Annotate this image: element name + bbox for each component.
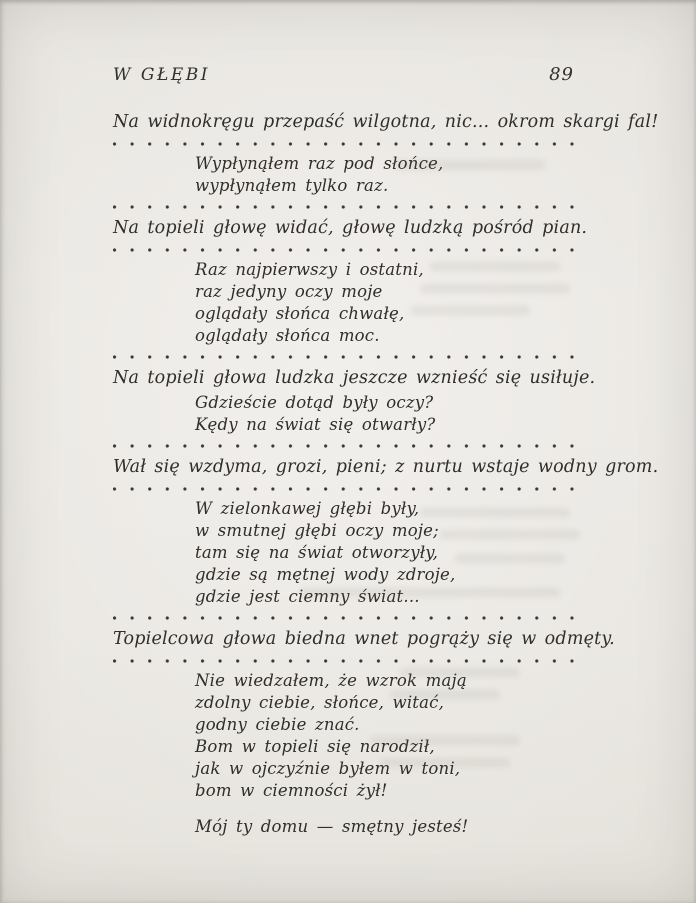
- page-content: [113, 64, 659, 838]
- page-number: 89: [549, 64, 574, 85]
- poem-line: Nie wiedzałem, że wzrok mają: [195, 671, 467, 690]
- poem-line: Bom w topieli się narodził,: [195, 737, 435, 756]
- dot-leader-row: [113, 202, 586, 212]
- poem-line: wypłynąłem tylko raz.: [195, 176, 389, 195]
- poem-line: Wał się wzdyma, grozi, pieni; z nurtu wstaje wodny grom.: [113, 457, 659, 477]
- poem-line: tam się na świat otworzyły,: [195, 543, 439, 562]
- poem-line: oglądały słońca chwałę,: [195, 304, 405, 323]
- poem-line: zdolny ciebie, słońce, witać,: [195, 693, 445, 712]
- poem-line: jak w ojczyźnie byłem w toni,: [195, 759, 461, 778]
- poem-line: Gdzieście dotąd były oczy?: [195, 393, 434, 412]
- poem-line: Wypłynąłem raz pod słońce,: [195, 154, 444, 173]
- poem-line: W zielonkawej głębi były,: [195, 499, 420, 518]
- poem-line: w smutnej głębi oczy moje;: [195, 521, 439, 540]
- stanza-gap: [113, 802, 586, 816]
- poem-line: Topielcowa głowa biedna wnet pogrąży się w odmęty.: [113, 629, 615, 649]
- dot-leader-row: [113, 613, 586, 623]
- poem-line: raz jedyny oczy moje: [195, 282, 383, 301]
- dot-leader-row: [113, 656, 586, 666]
- poem-line: oglądały słońca moc.: [195, 326, 380, 345]
- dot-leader-row: [113, 484, 586, 494]
- dot-leader-row: [113, 245, 586, 255]
- page-header: [113, 64, 586, 88]
- poem-line: Mój ty domu — smętny jesteś!: [195, 817, 469, 836]
- poem-line: Raz najpierwszy i ostatni,: [195, 260, 424, 279]
- running-title: W GŁĘBI: [113, 65, 210, 85]
- poem-line: Na widnokręgu przepaść wilgotna, nic... okrom skargi fal!: [113, 112, 659, 132]
- poem-line: Kędy na świat się otwarły?: [195, 415, 436, 434]
- poem-line: Na topieli głowę widać, głowę ludzką pośród pian.: [113, 218, 588, 238]
- poem-line: Na topieli głowa ludzka jeszcze wznieść się usiłuje.: [113, 368, 596, 388]
- poem-body: [113, 110, 659, 838]
- poem-line: godny ciebie znać.: [195, 715, 360, 734]
- dot-leader-row: [113, 441, 586, 451]
- dot-leader-row: [113, 139, 586, 149]
- poem-line: gdzie jest ciemny świat...: [195, 587, 420, 606]
- poem-line: gdzie są mętnej wody zdroje,: [195, 565, 456, 584]
- dot-leader-row: [113, 352, 586, 362]
- poem-line: bom w ciemności żył!: [195, 781, 388, 800]
